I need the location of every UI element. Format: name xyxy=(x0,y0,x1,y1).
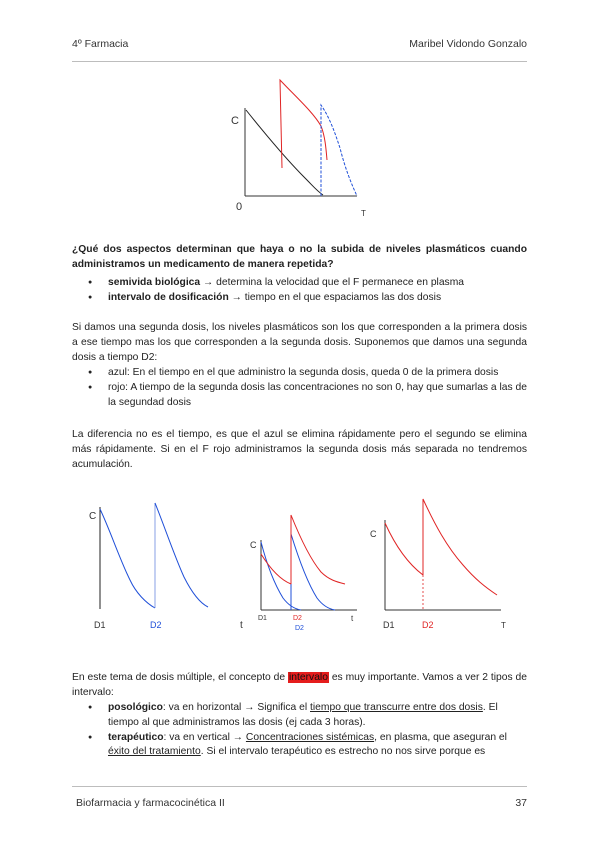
para3-after: es muy importante. Vamos a ver 2 tipos de intervalo: xyxy=(72,672,527,698)
interval-item-posologico xyxy=(88,701,528,731)
fig2b-blue-curve-1 xyxy=(261,542,301,610)
fig1-c-label: C xyxy=(231,115,239,127)
arrow-glyph: → xyxy=(228,291,245,303)
fig2b-t-end-label: t xyxy=(351,614,354,623)
header-left: 4º Farmacia xyxy=(72,38,129,50)
fig2a-d2-label: D2 xyxy=(150,620,162,630)
fig2b-t-label: t xyxy=(240,620,243,631)
paragraph-1: Si damos una segunda dosis, los niveles plasmáticos son los que corresponden a la primera dosis a ese tiempo mas los que corresponden a la segunda dosis. Suponemos que damos una segunda dosis a tiempo D2: xyxy=(72,322,527,363)
interval-underline: tiempo que transcurre entre dos dosis xyxy=(310,702,483,713)
aspect-term: semivida biológica xyxy=(108,277,201,288)
interval-mid: , en plasma, que aseguran el xyxy=(374,731,507,743)
interval-post: . Si el intervalo terapéutico es estrecho no nos sirve porque es xyxy=(200,746,486,758)
interval-underline-2: éxito del tratamiento xyxy=(108,746,201,758)
figure-2a xyxy=(80,495,220,635)
interval-pre: : va en horizontal → Significa el xyxy=(162,702,311,713)
fig2a-curve-2 xyxy=(155,503,208,607)
fig1-t-label: T xyxy=(361,209,366,218)
fig2b-d1-label: D1 xyxy=(258,615,267,622)
interval-term: posológico xyxy=(108,702,163,713)
aspects-list xyxy=(88,276,528,306)
fig2c-t-label: T xyxy=(501,621,506,630)
figure-2b xyxy=(235,510,365,640)
footer-left: Biofarmacia y farmacocinética II xyxy=(76,797,225,809)
fig2c-c-label: C xyxy=(370,529,377,539)
footer-divider xyxy=(72,786,527,787)
interval-pre: : va en vertical → xyxy=(163,731,246,743)
question-heading: ¿Qué dos aspectos determinan que haya o no la subida de niveles plasmáticos cuando administramos un medicamento de manera repetida? xyxy=(72,244,527,270)
fig2b-blue-curve-2 xyxy=(291,532,335,610)
fig2b-d2-red-label: D2 xyxy=(293,615,302,622)
paragraph-2: La diferencia no es el tiempo, es que el azul se elimina rápidamente pero el segundo se elimina más rápidamente. Si en el F rojo administramos la segunda dosis más separada no tendremos acumulación. xyxy=(72,429,527,470)
arrow-glyph: → xyxy=(200,277,217,288)
fig2a-c-label: C xyxy=(89,511,97,522)
aspect-item-intervalo xyxy=(88,291,528,306)
fig2b-d2-blue-label: D2 xyxy=(295,625,304,632)
fig1-red-curve xyxy=(280,80,327,168)
fig2c-d1-label: D1 xyxy=(383,620,395,630)
fig1-black-curve xyxy=(246,110,323,195)
fig2b-red-curve-2 xyxy=(291,515,345,584)
fig2c-d2-label: D2 xyxy=(422,620,434,630)
fig2c-red-curve-1 xyxy=(385,523,423,575)
interval-item-terapeutico xyxy=(88,731,528,761)
para3-before: En este tema de dosis múltiple, el concepto de xyxy=(72,672,289,683)
highlighted-term: intervalo xyxy=(289,672,328,683)
paragraph-3 xyxy=(72,671,527,701)
interval-post: . El tiempo al que administramos las dosis (ej cada 3 horas). xyxy=(108,702,498,728)
fig2a-curve-1 xyxy=(100,509,155,608)
color-item-azul: ● azul: En el tiempo en el que administro la segunda dosis, queda 0 de la primera dosis xyxy=(88,366,528,381)
aspect-text: tiempo en el que espaciamos las dos dosis xyxy=(244,291,442,303)
intervals-list xyxy=(88,701,528,760)
interval-underline: Concentraciones sistémicas xyxy=(245,731,375,743)
colors-list xyxy=(88,366,528,410)
figure-1 xyxy=(225,78,375,223)
fig2a-d1-label: D1 xyxy=(94,620,106,630)
aspect-item-semivida xyxy=(88,276,528,291)
page-number: 37 xyxy=(515,797,527,809)
aspect-text: determina la velocidad que el F permanece en plasma xyxy=(216,277,465,288)
header-right: Maribel Vidondo Gonzalo xyxy=(409,38,527,50)
fig2c-red-curve-2 xyxy=(423,499,497,595)
fig2b-c-label: C xyxy=(250,540,257,550)
aspect-term: intervalo de dosificación xyxy=(108,291,229,303)
fig1-o-label: 0 xyxy=(236,201,243,213)
header-divider xyxy=(72,61,527,62)
figure-2c xyxy=(365,495,515,635)
interval-term: terapéutico xyxy=(108,731,164,743)
color-item-rojo: ● rojo: A tiempo de la segunda dosis las concentraciones no son 0, hay que sumarlas a las de la segundad dosis xyxy=(88,381,528,411)
